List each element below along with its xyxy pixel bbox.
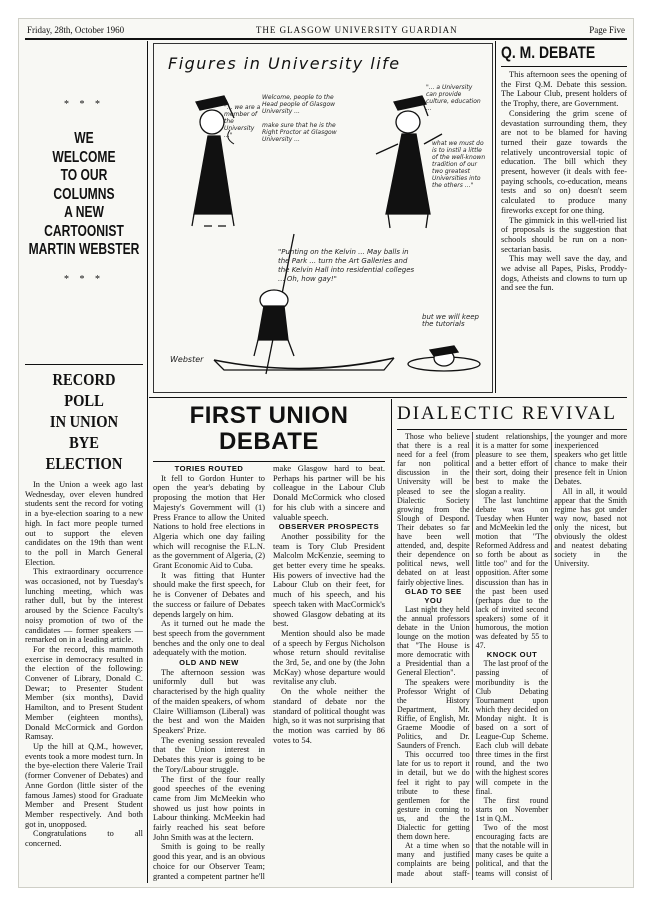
paragraph: As it turned out he made the best speech from the government benches and the only one to deal adequately with the motion.: [153, 619, 265, 658]
headline-rule: [153, 461, 385, 462]
caption-right-1: "... a University can provide culture, education ...: [426, 84, 481, 112]
cartoon-title: Figures in University life: [168, 54, 401, 73]
welcome-box: [25, 43, 143, 361]
caption-punt: "Punting on the Kelvin ... May balls in the Park ... turn the Art Galleries and the Kelvin Hall into residential colleges ... Oh, how gay!": [278, 248, 415, 283]
paragraph: The first round starts on November 1st in Q.M..: [475, 795, 549, 823]
caption-left: "... we are a member of the University ...": [224, 104, 261, 139]
qm-debate-article: [501, 43, 627, 393]
column-rule-middle: [391, 399, 392, 883]
paragraph: The speakers were Professor Wright of the History Department, Mr. Riffie, of English, Mr. Graeme Moodie of Politics, and Dr. Saunders of French.: [397, 677, 470, 751]
stars-top: * * *: [64, 99, 104, 110]
welcome-line: WELCOME: [52, 148, 116, 166]
qm-debate-body: [501, 70, 627, 293]
swimmer-illustration: [408, 346, 480, 371]
paragraph: For the record, this mammoth exercise in democracy resulted in the election of the following: Convener of Library, Donald C. Dewar; to Presenter Student Member (six months), David Hamilton, and to Present Student Member (eighteen months), Donald McCormick and Gordon Ramsay.: [25, 644, 143, 742]
paragraph: Those who believe that there is a real need for a feel (from far non political discussion in the University will be pleased to see the Dialectic Society growing from the Slough of Despond. Their debates so far have been well attended, and, despite their dependence on political news, well debated on at least fairly objective lines.: [397, 432, 470, 587]
headline-rule: [501, 66, 627, 67]
paragraph: This extraordinary occurrence was occasioned, not by Tuesday's lunching meeting, which was rather dull, but by the interest aroused by the Science Faculty's noisy promotion of two of the candidates — former speakers — remarked on in a leading article.: [25, 567, 143, 645]
paragraph: Last night they held the annual professors debate in the Union lounge on the motion that "The House is more democratic with a Presidential than a General Election".: [397, 604, 470, 678]
first-union-debate-article: [153, 403, 385, 883]
dialectic-revival-article: [397, 403, 627, 883]
paragraph: Up the hill at Q.M., however, events took a more modest turn. In the bye-election there Valerie Trail (former Convener of Debates) and Anne Gordon (little sister of the famous James) stood for Graduate Member and Present Student Member respectively. And both got in, unopposed.: [25, 741, 143, 829]
first-union-headline: [153, 403, 385, 455]
caption-center-1: Welcome, people to the Head people of Glasgow University ...: [262, 94, 336, 115]
welcome-line: MARTIN WEBSTER: [28, 241, 140, 258]
newspaper-title: THE GLASGOW UNIVERSITY GUARDIAN: [255, 25, 458, 35]
paragraph: Mention should also be made of a speech by Fergus Nicholson whose return should revitalise the 3rd, 5e, and one by (the John McKay) whose departure would revitalise any club.: [273, 628, 385, 687]
paragraph: This may well save the day, and we advise all Papes, Pisks, Proddy-dogs, Atheists and clowns to turn up and see the fun.: [501, 254, 627, 293]
cartoonist-signature: Webster: [170, 355, 204, 364]
headline-line: BYE: [69, 433, 99, 452]
subheading-old-and-new: OLD AND NEW: [179, 658, 239, 668]
section-rule: [149, 397, 627, 398]
paragraph: The afternoon session was uniformly dull but was characterised by the high quality of the maiden speakers, of whom Claire Williamson (Liberal) was the best and won the Maiden Speakers' Prize.: [153, 667, 265, 735]
headline-rule: [397, 429, 627, 430]
paragraph: The gimmick in this well-tried list of proposals is the suggestion that schools should be run on a non-sectarian basis.: [501, 215, 627, 254]
caption-center-2: make sure that he is the Right Proctor at Glasgow University ...: [262, 122, 337, 143]
welcome-line: A NEW: [64, 204, 104, 221]
dialectic-headline: DIALECTIC REVIVAL: [397, 403, 617, 424]
subheading-glad-to-see-you: GLAD TO SEE YOU: [404, 586, 462, 605]
subheading-tories-routed: TORIES ROUTED: [174, 464, 244, 473]
paragraph: The evening session revealed that the Union interest in Debates this year is going to be the Tory/Labour struggle.: [153, 735, 265, 774]
paragraph: Two of the most encouraging facts are that the notable will in many cases be quite a political, and that the teams will consist of the younger and more inexperienced speakers who get little chance to make their presence felt in Union Debates.: [475, 432, 627, 878]
paragraph: The last lunchtime debate was on Tuesday when Hunter and McMeekin led the motion that "The Reformed Address and so forth be about as little too" and for the opposition. After some discussion than has in the past been used (perhaps due to the lack of invited second speakers) some of it humorous, the motion was defeated by 55 to 47.: [475, 495, 549, 651]
paragraph: In the Union a week ago last Wednesday, over eleven hundred students sent the record for voting in a bye-election soaring to a new high. In fact more people turned out to support the eleven candidates on the 19th than went to the poll in March General Election.: [25, 480, 143, 567]
paragraph: It was fitting that Hunter should make the first speech, for he is Convener of Debates and the success or failure of Debates depends largely on him.: [153, 570, 265, 619]
paragraph: Another possibility for the team is Tory Club President Malcolm McKenzie, seeming to get better every time he speaks. His powers of invective had the Labour Club on their feet, for much of his speech, and his speech taken with MacCormick's showed Glasgow debating at its best.: [273, 531, 385, 629]
caption-right-2: what we must do is to instil a little of the well-known tradition of our two greatest Universities into the others ...": [432, 140, 486, 189]
paragraph: This occurred too late for us to report it in detail, but we do feel it right to pay tribute to these gentlemen for the gesture in coming to us, and the the Dialectic for getting them down here.: [397, 750, 470, 842]
paragraph: At a time when so many and justified complaints are being made about staff-student relationships, it is a matter for some pleasure to see them, and a better effort of their sort, doing their best to make the slogan a reality.: [397, 432, 549, 878]
welcome-notice: [28, 130, 140, 260]
paragraph: The first of the four really good speeches of the evening came from Jim McMeekin who showed us just how points in Labour thinking. McMeekin had fairly reached his seat before John Smith was at the lectern.: [153, 774, 265, 842]
cartoon-panel: [153, 43, 493, 393]
subheading-observer-prospects: OBSERVER PROSPECTS: [278, 522, 380, 532]
issue-date: Friday, 28th, October 1960: [27, 25, 125, 35]
welcome-line: WE: [74, 130, 94, 147]
paragraph: All in all, it would appear that the Smith regime has got under way now, based not only the nicest, but obviously the oldest and neatest debating society in the University.: [554, 486, 627, 569]
headline-line: FIRST UNION: [189, 403, 349, 429]
sidebar-rule: [25, 364, 143, 365]
paragraph: Congratulations to all concerned.: [25, 829, 143, 849]
masthead-rule: [25, 38, 627, 40]
paragraph: This afternoon sees the opening of the First Q.M. Debate this session. The Labour Club, present holders of the Trophy, there, are Government.: [501, 70, 627, 109]
headline-line: RECORD POLL: [52, 370, 116, 410]
headline-line: ELECTION: [45, 454, 123, 473]
qm-debate-headline: Q. M. DEBATE: [501, 43, 596, 62]
caption-swim: but we will keep the tutorials: [422, 313, 480, 328]
dialectic-body: [397, 432, 627, 880]
paragraph: The last proof of the passing of moribundity is the Club Debating Tournament upon which they decided on Monday night. It is based on a sort of League-Cup Scheme. Each club will debate three times in the first round, and the two with the highest scores will compete in the final.: [475, 659, 549, 796]
page-number: Page Five: [589, 25, 625, 35]
record-poll-headline: [32, 369, 136, 474]
record-poll-article: [25, 369, 143, 883]
welcome-line: TO OUR: [60, 167, 108, 184]
paragraph: On the whole neither the standard of debate nor the standard of political thought was high, so it was not surprising that the motion was carried by 86 votes to 54.: [273, 687, 385, 745]
paragraph: Considering the grim scene of devastation surrounding them, they are not to be blamed for having turned their gaze towards the relatively uncontroversial topic of education. The bill which they present, however (it deals with fee-paying schools, co-education, means tests and so on) doesn't seem calculated to produce many fireworks except for one thing.: [501, 108, 627, 215]
newspaper-page: [18, 18, 634, 888]
paragraph: Smith is going to be really good this year, and is an obvious choice for our Observer Team; granted a competent partner he'll make Glasgow hard to beat. Perhaps his partner will be his colleague in the Labour Club Donald McCormick who closed for his club with a sincere and valuable speech.: [153, 464, 385, 881]
record-poll-body: [25, 480, 143, 849]
first-union-body: [153, 464, 385, 882]
welcome-line: CARTOONIST: [44, 222, 124, 240]
column-rule-left: [147, 41, 148, 883]
column-rule-right: [495, 41, 496, 393]
headline-line: DEBATE: [219, 428, 319, 455]
headline-line: IN UNION: [49, 412, 119, 431]
stars-bottom: * * *: [64, 273, 104, 285]
subheading-knock-out: KNOCK OUT: [486, 650, 538, 660]
welcome-line: COLUMNS: [53, 185, 115, 203]
masthead: [27, 23, 625, 37]
paragraph: It fell to Gordon Hunter to open the year's debating by proposing the motion that Her Majesty's Government will (1) Press France to allow the United Nations to hold free elections in Algeria which one day failing which will recognise the F.L.N. as the government of Algeria, (2) Grant Economic Aid to Cuba.: [153, 473, 265, 571]
